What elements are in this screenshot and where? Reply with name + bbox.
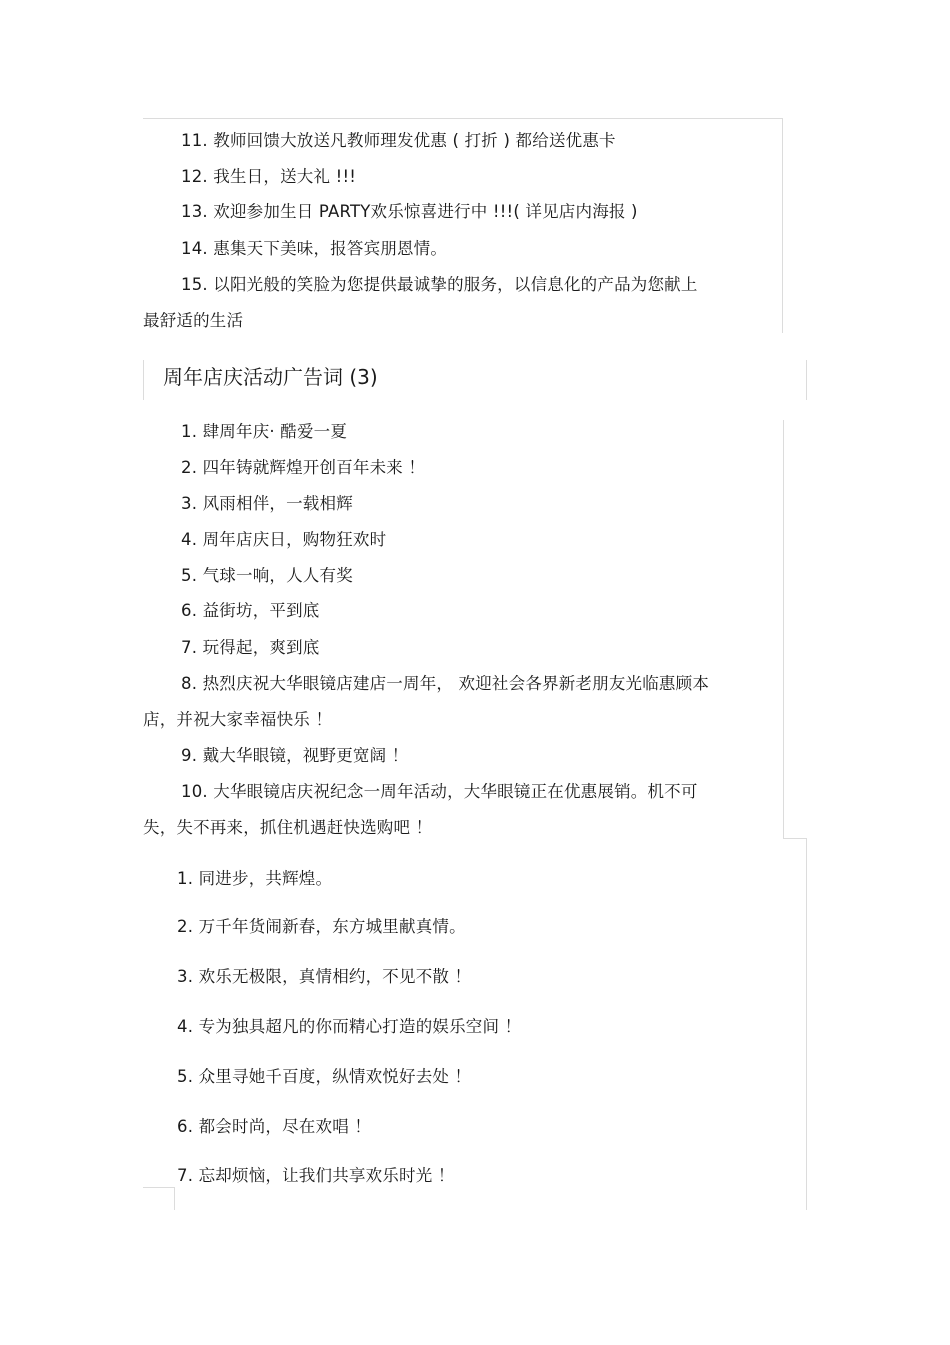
list-item-continuation: 店，并祝大家幸福快乐 ！ [143,710,333,729]
list-item: 5. 众里寻她千百度，纵情欢悦好去处 ！ [177,1067,472,1086]
list-item: 1. 同进步，共辉煌。 [177,869,333,888]
list-item: 3. 风雨相伴，一载相辉 [181,494,353,513]
list-item: 9. 戴大华眼镜，视野更宽阔 ！ [181,746,409,765]
list-item: 5. 气球一响，人人有奖 [181,566,353,585]
list-item: 11. 教师回馈大放送凡教师理发优惠 ( 打折 ) 都给送优惠卡 [181,131,616,150]
list-item: 6. 益街坊，平到底 [181,601,320,620]
list-item: 10. 大华眼镜店庆祝纪念一周年活动，大华眼镜正在优惠展销。机不可 [181,782,698,801]
frame-line [143,360,144,400]
list-item: 8. 热烈庆祝大华眼镜店建店一周年， 欢迎社会各界新老朋友光临惠顾本 [181,674,710,693]
section-heading: 周年店庆活动广告词 (3) [163,365,378,389]
frame-line [783,420,784,838]
list-item: 14. 惠集天下美味，报答宾朋恩情。 [181,239,448,258]
list-item: 2. 万千年货闹新春，东方城里献真情。 [177,917,466,936]
list-item: 13. 欢迎参加生日 PARTY欢乐惊喜进行中 !!!( 详见店内海报 ) [181,202,638,221]
list-item: 2. 四年铸就辉煌开创百年未来 ！ [181,458,426,477]
frame-line [143,118,783,119]
frame-line [783,838,807,839]
list-item: 7. 忘却烦恼，让我们共享欢乐时光 ！ [177,1166,455,1185]
frame-line [806,838,807,1210]
list-item: 3. 欢乐无极限，真情相约，不见不散 ！ [177,967,472,986]
list-item: 4. 周年店庆日，购物狂欢时 [181,530,387,549]
list-item-continuation: 失，失不再来，抓住机遇赶快选购吧 ！ [143,818,433,837]
frame-line [782,118,783,333]
frame-line [143,1187,175,1188]
list-item: 12. 我生日，送大礼 !!! [181,167,357,186]
frame-line [806,360,807,400]
list-item: 4. 专为独具超凡的你而精心打造的娱乐空间 ！ [177,1017,522,1036]
frame-line [174,1187,175,1210]
list-item: 6. 都会时尚，尽在欢唱 ！ [177,1117,372,1136]
list-item-continuation: 最舒适的生活 [143,311,244,330]
list-item: 7. 玩得起，爽到底 [181,638,320,657]
list-item: 1. 肆周年庆· 酷爱一夏 [181,422,348,441]
list-item: 15. 以阳光般的笑脸为您提供最诚挚的服务，以信息化的产品为您献上 [181,275,698,294]
